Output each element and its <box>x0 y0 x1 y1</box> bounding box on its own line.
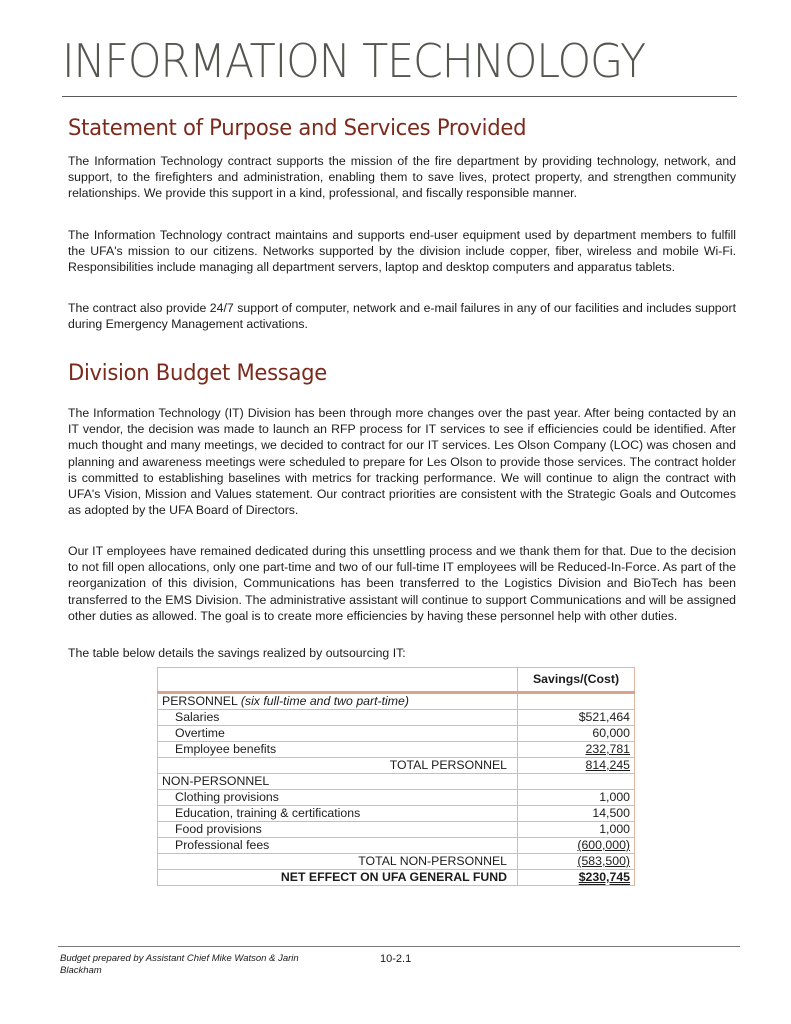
page-number: 10-2.1 <box>380 953 412 965</box>
budget-paragraph-1: The Information Technology (IT) Division has been through more changes over the past year. After being contacted by an IT vendor, the decision was made to launch an RFP process for IT services to see if efficiencies could be identified. After much thought and many meetings, we decided to contract for our IT services. Les Olson Company (LOC) was chosen and planning and awareness meetings were scheduled to prepare for Les Olson to provide those services. The contract holder is committed to establishing baselines with metrics for tracking performance. We will continue to align the contract with UFA's Vision, Mission and Values statement. Our contract priorities are consistent with the Strategic Goals and Outcomes as adopted by the UFA Board of Directors. <box>68 406 736 518</box>
table-header-amount: Savings/(Cost) <box>518 668 635 693</box>
personnel-category: PERSONNEL (six full-time and two part-time) <box>158 693 518 710</box>
total-non-personnel-row: TOTAL NON-PERSONNEL (583,500) <box>158 854 635 870</box>
section-heading-purpose: Statement of Purpose and Services Provided <box>68 116 527 141</box>
footer-credit: Budget prepared by Assistant Chief Mike Watson & Jarin Blackham <box>60 953 299 976</box>
savings-table <box>157 667 635 886</box>
budget-paragraph-2: Our IT employees have remained dedicated during this unsettling process and we thank them for that. Due to the decision to not fill open allocations, only one part-time and two of our full-time IT employees will be Reduced-In-Force. As part of the reorganization of this division, Communications has been transferred to the Logistics Division and BioTech has been transferred to the EMS Division. The administrative assistant will continue to support Communications and will be assigned other duties as allowed. The goal is to create more efficiencies by having these personnel help with other duties. <box>68 544 736 623</box>
table-row: Professional fees (600,000) <box>158 838 635 854</box>
table-row: Food provisions 1,000 <box>158 822 635 838</box>
table-row: Overtime 60,000 <box>158 726 635 742</box>
table-row: Clothing provisions 1,000 <box>158 790 635 806</box>
table-header-row <box>158 668 635 693</box>
purpose-paragraph-2: The Information Technology contract maintains and supports end-user equipment used by department members to fulfill the UFA's mission to our citizens. Networks supported by the division include copper, fiber, wireless and mobile Wi-Fi. Responsibilities include managing all department servers, laptop and desktop computers and apparatus tablets. <box>68 228 736 275</box>
purpose-paragraph-1: The Information Technology contract supports the mission of the fire department by providing technology, network, and support, to the firefighters and administration, enabling them to save lives, protect property, and strengthen community relationships. We provide this support in a kind, professional, and fiscally responsible manner. <box>68 154 736 201</box>
footer-divider <box>58 946 740 947</box>
table-row <box>158 693 635 710</box>
table-row: Employee benefits 232,781 <box>158 742 635 758</box>
table-intro: The table below details the savings realized by outsourcing IT: <box>68 646 406 660</box>
table-header-label <box>158 668 518 693</box>
page-title: INFORMATION TECHNOLOGY <box>62 34 645 88</box>
total-personnel-row: TOTAL PERSONNEL 814,245 <box>158 758 635 774</box>
table-row: Salaries $521,464 <box>158 710 635 726</box>
non-personnel-category: NON-PERSONNEL <box>158 774 518 790</box>
section-heading-budget: Division Budget Message <box>68 361 328 386</box>
table-row <box>158 774 635 790</box>
net-effect-row: NET EFFECT ON UFA GENERAL FUND $230,745 <box>158 870 635 886</box>
title-divider <box>62 96 737 97</box>
purpose-paragraph-3: The contract also provide 24/7 support of computer, network and e-mail failures in any of our facilities and includes support during Emergency Management activations. <box>68 301 736 332</box>
table-row: Education, training & certifications 14,500 <box>158 806 635 822</box>
